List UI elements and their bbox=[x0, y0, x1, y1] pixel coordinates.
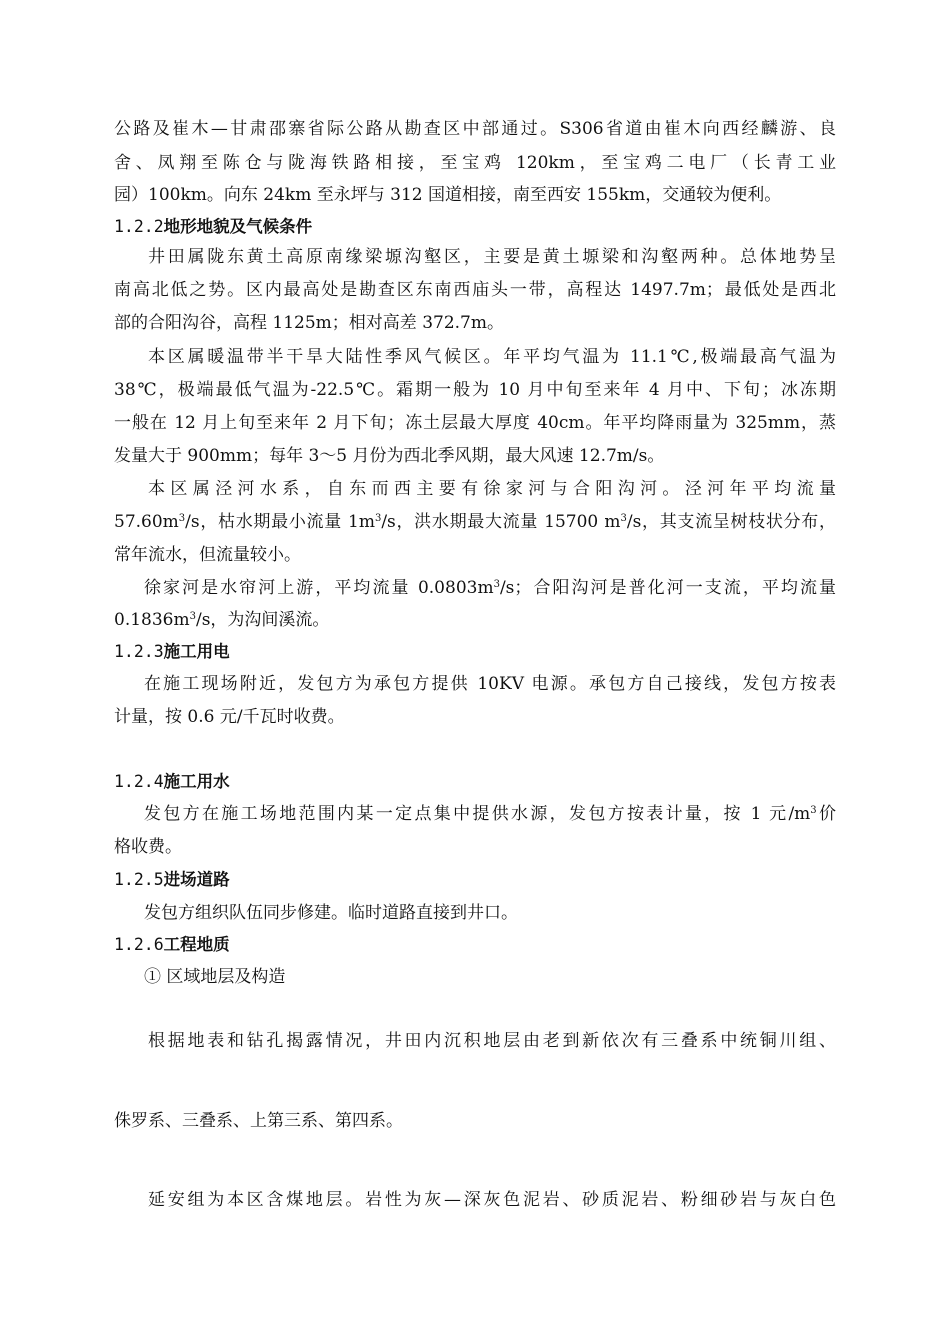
paragraph-line bbox=[114, 609, 329, 631]
section-title: 地形地貌及气候条件 bbox=[163, 217, 313, 236]
superscript: 3 bbox=[189, 611, 196, 622]
section-number: 1.2.6 bbox=[114, 935, 164, 954]
paragraph-line: 公路及崔木—甘肃邵寨省际公路从勘查区中部通过。S306省道由崔木向西经麟游、良 bbox=[114, 119, 836, 139]
text-run: /s，枯水期最小流量 1m bbox=[185, 512, 375, 532]
section-title: 施工用水 bbox=[163, 772, 230, 791]
paragraph-line: 南高北低之势。区内最高处是勘查区东南西庙头一带，高程达 1497.7m；最低处是西北 bbox=[114, 280, 836, 300]
paragraph-line: 发量大于 900mm；每年 3～5 月份为西北季风期，最大风速 12.7m/s。 bbox=[114, 446, 665, 466]
paragraph-line: 延安组为本区含煤地层。岩性为灰—深灰色泥岩、砂质泥岩、粉细砂岩与灰白色 bbox=[148, 1190, 836, 1210]
paragraph-line: 根据地表和钻孔揭露情况，井田内沉积地层由老到新依次有三叠系中统铜川组、 bbox=[148, 1031, 836, 1051]
section-heading-1-2-6 bbox=[114, 934, 230, 956]
text-run: /s，为沟间溪流。 bbox=[195, 610, 330, 630]
text-run: /s；合阳沟河是普化河一支流，平均流量 bbox=[499, 578, 837, 598]
paragraph-line: 发包方组织队伍同步修建。临时道路直接到井口。 bbox=[144, 903, 518, 923]
superscript: 3 bbox=[493, 579, 500, 590]
paragraph-line: 常年流水，但流量较小。 bbox=[114, 545, 301, 565]
paragraph-line bbox=[114, 511, 836, 533]
superscript: 3 bbox=[620, 513, 627, 524]
list-item-heading: ① 区域地层及构造 bbox=[144, 967, 286, 987]
paragraph-line: 一般在 12 月上旬至来年 2 月下旬；冻土层最大厚度 40cm。年平均降雨量为 325mm，蒸 bbox=[114, 413, 836, 433]
paragraph-line: 本区属泾河水系，自东而西主要有徐家河与合阳沟河。泾河年平均流量 bbox=[148, 479, 836, 499]
paragraph-line: 格收费。 bbox=[114, 837, 182, 857]
text-run: /s，洪水期最大流量 15700 m bbox=[381, 512, 621, 532]
paragraph-line: 本区属暖温带半干旱大陆性季风气候区。年平均气温为 11.1℃,极端最高气温为 bbox=[148, 347, 836, 367]
paragraph-line: 38℃，极端最低气温为-22.5℃。霜期一般为 10 月中旬至来年 4 月中、下旬；冰冻期 bbox=[114, 380, 836, 400]
section-title: 进场道路 bbox=[163, 870, 230, 889]
section-heading-1-2-3 bbox=[114, 641, 230, 663]
superscript: 3 bbox=[178, 513, 186, 524]
section-heading-1-2-2 bbox=[114, 216, 312, 238]
paragraph-line: 园）100km。向东 24km 至永坪与 312 国道相接，南至西安 155km，交通较为便利。 bbox=[114, 185, 782, 205]
text-run: /s，其支流呈树枝状分布， bbox=[626, 512, 836, 532]
section-title: 施工用电 bbox=[163, 642, 230, 661]
superscript: 3 bbox=[374, 513, 382, 524]
text-run: 0.1836m bbox=[114, 610, 190, 630]
paragraph-line: 舍、凤翔至陈仓与陇海铁路相接，至宝鸡 120km，至宝鸡二电厂（长青工业 bbox=[114, 153, 836, 173]
paragraph-line: 侏罗系、三叠系、上第三系、第四系。 bbox=[114, 1111, 403, 1131]
superscript: 3 bbox=[810, 805, 817, 816]
text-run: 57.60m bbox=[114, 512, 179, 532]
section-number: 1.2.3 bbox=[114, 642, 164, 661]
text-run: 价 bbox=[816, 804, 836, 824]
section-number: 1.2.2 bbox=[114, 217, 164, 236]
paragraph-line bbox=[144, 577, 836, 599]
text-run: 发包方在施工场地范围内某一定点集中提供水源，发包方按表计量，按 1 元/m bbox=[144, 804, 811, 824]
section-title: 工程地质 bbox=[163, 935, 230, 954]
paragraph-line bbox=[144, 803, 836, 825]
section-number: 1.2.4 bbox=[114, 772, 164, 791]
paragraph-line: 计量，按 0.6 元/千瓦时收费。 bbox=[114, 707, 345, 727]
paragraph-line: 部的合阳沟谷，高程 1125m；相对高差 372.7m。 bbox=[114, 313, 504, 333]
section-heading-1-2-4 bbox=[114, 771, 230, 793]
text-run: 徐家河是水帘河上游，平均流量 0.0803m bbox=[144, 578, 494, 598]
paragraph-line: 井田属陇东黄土高原南缘梁塬沟壑区，主要是黄土塬梁和沟壑两种。总体地势呈 bbox=[148, 247, 836, 267]
paragraph-line: 在施工现场附近，发包方为承包方提供 10KV 电源。承包方自己接线，发包方按表 bbox=[144, 674, 836, 694]
section-number: 1.2.5 bbox=[114, 870, 164, 889]
section-heading-1-2-5 bbox=[114, 869, 230, 891]
